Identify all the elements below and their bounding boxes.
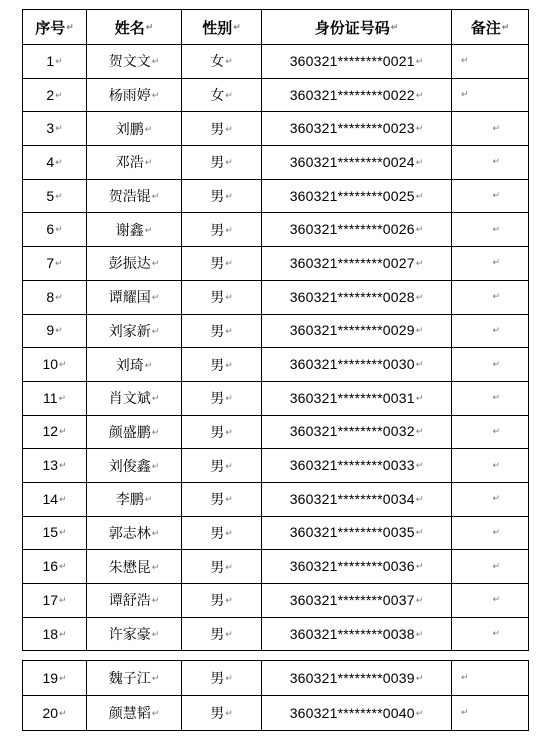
cell-name: 谢鑫↵ [87,213,182,247]
cell-name: 贺浩锟↵ [87,179,182,213]
table-row [23,146,529,180]
cell-name: 杨雨婷↵ [87,78,182,112]
cell-gender: 男↵ [182,661,262,696]
cell-remark: ↵ [452,696,529,731]
cell-name: 彭振达↵ [87,247,182,281]
cell-id: 360321********0024↵ [262,146,452,180]
cell-gender: 男↵ [182,617,262,651]
cell-name: 魏子江↵ [87,661,182,696]
cell-name: 刘俊鑫↵ [87,449,182,483]
cell-gender: 男↵ [182,348,262,382]
cell-id: 360321********0036↵ [262,550,452,584]
table-row [23,449,529,483]
cell-remark: ↵ [452,482,529,516]
cell-id: 360321********0029↵ [262,314,452,348]
cell-gender: 男↵ [182,314,262,348]
cell-name: 郭志林↵ [87,516,182,550]
table-row [23,348,529,382]
cell-gender: 男↵ [182,696,262,731]
cell-id: 360321********0025↵ [262,179,452,213]
cell-name: 许家豪↵ [87,617,182,651]
cell-id: 360321********0032↵ [262,415,452,449]
header-remark: 备注↵ [452,10,529,45]
header-gender: 性别↵ [182,10,262,45]
cell-seq: 20↵ [23,696,87,731]
cell-id: 360321********0035↵ [262,516,452,550]
cell-seq: 19↵ [23,661,87,696]
cell-gender: 男↵ [182,179,262,213]
cell-seq: 18↵ [23,617,87,651]
table-row [23,584,529,618]
cell-id: 360321********0023↵ [262,112,452,146]
cell-seq: 15↵ [23,516,87,550]
cell-name: 谭舒浩↵ [87,584,182,618]
student-table [22,9,529,651]
cell-name: 刘鹏↵ [87,112,182,146]
cell-remark: ↵ [452,381,529,415]
cell-remark: ↵ [452,314,529,348]
cell-id: 360321********0031↵ [262,381,452,415]
cell-id: 360321********0027↵ [262,247,452,281]
cell-seq: 13↵ [23,449,87,483]
table-row [23,280,529,314]
cell-remark: ↵ [452,550,529,584]
cell-id: 360321********0034↵ [262,482,452,516]
cell-remark: ↵ [452,516,529,550]
cell-name: 肖文斌↵ [87,381,182,415]
cell-seq: 14↵ [23,482,87,516]
cell-gender: 男↵ [182,112,262,146]
table-row [23,482,529,516]
cell-seq: 17↵ [23,584,87,618]
student-table-continued [22,660,529,731]
cell-remark: ↵ [452,45,529,79]
cell-gender: 男↵ [182,482,262,516]
cell-name: 贺文文↵ [87,45,182,79]
table-row [23,381,529,415]
table-row [23,213,529,247]
cell-remark: ↵ [452,449,529,483]
cell-gender: 男↵ [182,415,262,449]
header-id: 身份证号码↵ [262,10,452,45]
cell-gender: 男↵ [182,584,262,618]
cell-seq: 12↵ [23,415,87,449]
cell-remark: ↵ [452,617,529,651]
cell-seq: 7↵ [23,247,87,281]
cell-gender: 男↵ [182,550,262,584]
cell-id: 360321********0030↵ [262,348,452,382]
cell-seq: 6↵ [23,213,87,247]
cell-seq: 3↵ [23,112,87,146]
cell-remark: ↵ [452,415,529,449]
cell-id: 360321********0021↵ [262,45,452,79]
cell-seq: 8↵ [23,280,87,314]
cell-seq: 4↵ [23,146,87,180]
header-seq: 序号↵ [23,10,87,45]
cell-name: 刘家新↵ [87,314,182,348]
cell-name: 邓浩↵ [87,146,182,180]
table-row [23,617,529,651]
table-row [23,45,529,79]
cell-gender: 男↵ [182,247,262,281]
table-row [23,661,529,696]
cell-id: 360321********0040↵ [262,696,452,731]
cell-seq: 5↵ [23,179,87,213]
cell-gender: 男↵ [182,516,262,550]
cell-name: 颜盛鹏↵ [87,415,182,449]
cell-remark: ↵ [452,348,529,382]
table-header-row [23,10,529,45]
cell-gender: 男↵ [182,449,262,483]
table-row [23,516,529,550]
cell-seq: 2↵ [23,78,87,112]
cell-remark: ↵ [452,661,529,696]
cell-id: 360321********0037↵ [262,584,452,618]
cell-name: 李鹏↵ [87,482,182,516]
table-row [23,78,529,112]
table-row [23,550,529,584]
table-row [23,314,529,348]
header-name: 姓名↵ [87,10,182,45]
cell-remark: ↵ [452,78,529,112]
cell-name: 颜慧韬↵ [87,696,182,731]
cell-remark: ↵ [452,247,529,281]
cell-seq: 11↵ [23,381,87,415]
cell-name: 朱懋昆↵ [87,550,182,584]
cell-gender: 男↵ [182,280,262,314]
cell-id: 360321********0039↵ [262,661,452,696]
cell-gender: 男↵ [182,381,262,415]
cell-remark: ↵ [452,146,529,180]
cell-name: 刘琦↵ [87,348,182,382]
table-row [23,112,529,146]
cell-id: 360321********0028↵ [262,280,452,314]
cell-id: 360321********0038↵ [262,617,452,651]
cell-remark: ↵ [452,213,529,247]
cell-remark: ↵ [452,280,529,314]
table-row [23,696,529,731]
cell-remark: ↵ [452,179,529,213]
cell-remark: ↵ [452,584,529,618]
cell-seq: 16↵ [23,550,87,584]
table-row [23,247,529,281]
cell-seq: 10↵ [23,348,87,382]
cell-seq: 1↵ [23,45,87,79]
cell-id: 360321********0026↵ [262,213,452,247]
cell-seq: 9↵ [23,314,87,348]
cell-gender: 男↵ [182,213,262,247]
table-row [23,179,529,213]
cell-gender: 女↵ [182,45,262,79]
cell-gender: 男↵ [182,146,262,180]
cell-name: 谭耀国↵ [87,280,182,314]
cell-remark: ↵ [452,112,529,146]
cell-id: 360321********0033↵ [262,449,452,483]
cell-id: 360321********0022↵ [262,78,452,112]
cell-gender: 女↵ [182,78,262,112]
table-row [23,415,529,449]
